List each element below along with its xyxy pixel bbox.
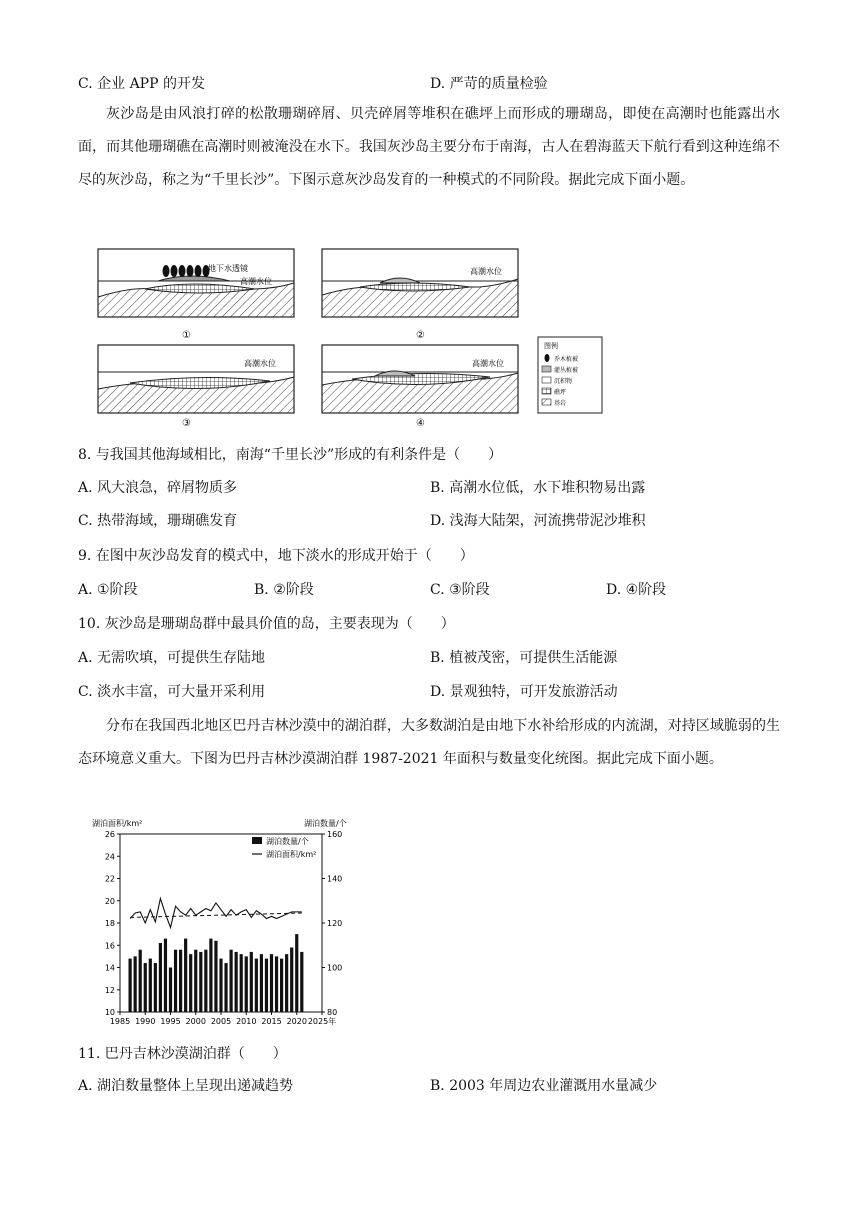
count-bar [235, 952, 238, 1012]
x-tick-label: 1985 [109, 1017, 131, 1026]
left-axis-label: 湖泊面积/km² [92, 819, 143, 828]
q9-option-a: A. ①阶段 [78, 582, 138, 598]
count-bar [159, 943, 162, 1012]
count-bar [290, 947, 293, 1012]
count-bar [230, 950, 233, 1012]
left-tick-label: 20 [104, 896, 115, 906]
panel-4-tide-label: 高潮水位 [472, 359, 504, 368]
count-bar [280, 959, 283, 1012]
passage-coral-island: 灰沙岛是由风浪打碎的松散珊瑚碎屑、贝壳碎屑等堆积在礁坪上而形成的珊瑚岛，即使在高潮时也能露出水面，而其他珊瑚礁在高潮时则被淹没在水下。我国灰沙岛主要分布于南海，古人在碧海蓝天下航行看到这种连绵不尽的灰沙岛，称之为“千里长沙”。下图示意灰沙岛发育的一种模式的不同阶段。据此完成下面小题。 [78, 106, 780, 188]
count-bar [149, 959, 152, 1012]
count-bar [134, 956, 137, 1012]
count-bar [199, 952, 202, 1012]
q8-option-d: D. 浅海大陆架，河流携带泥沙堆积 [430, 513, 646, 529]
x-tick-label: 2000 [185, 1017, 206, 1026]
right-tick-label: 160 [327, 830, 343, 839]
count-bar [250, 952, 253, 1012]
q8-stem: 8. 与我国其他海域相比，南海“千里长沙”形成的有利条件是（ ） [78, 447, 503, 463]
count-bar [214, 941, 217, 1012]
legend-title: 图例 [544, 342, 558, 350]
panel-stage-3 [98, 345, 294, 427]
q8-option-a: A. 风大浪急，碎屑物质多 [78, 480, 238, 496]
passage-badain-jaran: 分布在我国西北地区巴丹吉林沙漠中的湖泊群，大多数湖泊是由地下水补给形成的内流湖，对持区域脆弱的生态环境意义重大。下图为巴丹吉林沙漠湖泊群 1987-2021 年面积与数量变化统图。据此完成下面小题。 [78, 718, 780, 767]
q10-option-c: C. 淡水丰富，可大量开采利用 [78, 684, 266, 700]
count-bar [219, 959, 222, 1012]
q8-option-b: B. 高潮水位低，水下堆积物易出露 [430, 480, 646, 496]
reef-flat-legend-icon [542, 388, 551, 394]
x-tick-label: 2005 [210, 1017, 232, 1026]
island-development-figure [90, 245, 610, 427]
count-bar [169, 968, 172, 1013]
count-bar [270, 954, 273, 1012]
panel-1-lens-label: 地下水透镜 [208, 264, 248, 273]
q9-option-b: B. ②阶段 [254, 582, 314, 598]
x-tick-label: 2020 [286, 1017, 307, 1026]
count-bar [139, 950, 142, 1012]
q10-stem: 10. 灰沙岛是珊瑚岛群中最具价值的岛，主要表现为（ ） [78, 616, 455, 632]
count-bar [245, 956, 248, 1012]
count-bar [295, 934, 298, 1012]
panel-3-label: ③ [182, 418, 191, 427]
shrub-legend-icon [542, 366, 551, 372]
right-tick-label: 100 [327, 963, 343, 973]
bedrock-legend-icon [542, 399, 551, 405]
panel-1-label: ① [182, 330, 191, 341]
count-bar [224, 963, 227, 1012]
legend-item-reef-flat: 礁坪 [554, 389, 567, 396]
q11-stem: 11. 巴丹吉林沙漠湖泊群（ ） [78, 1046, 287, 1062]
count-bar [260, 954, 263, 1012]
area-line [130, 899, 302, 928]
x-tick-label: 1995 [160, 1017, 181, 1026]
q10-option-d: D. 景观独特，可开发旅游活动 [430, 684, 618, 700]
legend-area: 湖泊面积/km² [266, 850, 317, 859]
panel-stage-4 [322, 345, 518, 427]
count-bar [174, 950, 177, 1012]
count-bar [255, 959, 258, 1012]
q9-option-d: D. ④阶段 [606, 582, 667, 598]
x-tick-label: 2010 [236, 1017, 257, 1026]
q7-option-c: C. 企业 APP 的开发 [78, 76, 205, 92]
count-bar [300, 952, 303, 1012]
left-tick-label: 24 [104, 852, 115, 862]
legend-bar-swatch [252, 837, 262, 844]
figure-legend [538, 337, 602, 413]
legend-count: 湖泊数量/个 [266, 837, 309, 846]
count-bar [164, 939, 167, 1012]
q11-option-b: B. 2003 年周边农业灌溉用水量减少 [430, 1078, 658, 1094]
legend-item-bedrock: 基岩 [554, 400, 567, 407]
count-bar [209, 939, 212, 1012]
count-bar [285, 954, 288, 1012]
x-tick-label: 2015 [261, 1017, 282, 1026]
panel-4-label: ④ [416, 418, 425, 427]
q8-option-c: C. 热带海域，珊瑚礁发育 [78, 513, 238, 529]
count-bar [189, 954, 192, 1012]
panel-stage-2 [322, 249, 518, 341]
legend-item-shrubs: 灌丛植被 [554, 367, 579, 374]
left-tick-label: 12 [104, 985, 115, 995]
panel-2-label: ② [416, 330, 425, 341]
x-tick-label: 2025年 [307, 1017, 337, 1026]
right-tick-label: 80 [327, 1008, 338, 1017]
panel-3-tide-label: 高潮水位 [244, 359, 276, 368]
panel-1-tide-label: 高潮水位 [240, 277, 272, 286]
q9-option-c: C. ③阶段 [430, 582, 490, 598]
lake-chart [90, 814, 362, 1032]
left-tick-label: 26 [104, 830, 115, 839]
panel-2-tide-label: 高潮水位 [470, 267, 502, 276]
count-bar [129, 959, 132, 1012]
right-axis-label: 湖泊数量/个 [304, 819, 347, 828]
left-tick-label: 22 [104, 874, 115, 884]
count-bar [194, 950, 197, 1012]
count-bar [204, 950, 207, 1012]
count-bar [265, 959, 268, 1012]
left-tick-label: 18 [104, 919, 115, 928]
right-tick-label: 140 [327, 874, 343, 884]
tree-legend-icon [545, 354, 550, 362]
count-bar [179, 950, 182, 1012]
count-bar [240, 954, 243, 1012]
legend-item-trees: 乔木植被 [554, 356, 579, 363]
left-tick-label: 10 [104, 1008, 115, 1017]
left-tick-label: 14 [104, 963, 115, 973]
left-tick-label: 16 [104, 941, 115, 951]
count-bar [275, 956, 278, 1012]
panel-stage-1 [98, 249, 294, 341]
q10-option-a: A. 无需吹填，可提供生存陆地 [78, 650, 266, 666]
right-tick-label: 120 [327, 919, 343, 928]
q9-stem: 9. 在图中灰沙岛发育的模式中，地下淡水的形成开始于（ ） [78, 548, 474, 564]
count-bar [144, 963, 147, 1012]
sediment-legend-icon [542, 377, 551, 383]
count-bar [184, 939, 187, 1012]
q10-option-b: B. 植被茂密，可提供生活能源 [430, 650, 618, 666]
x-tick-label: 1990 [135, 1017, 156, 1026]
chart-legend [252, 836, 316, 859]
q11-option-a: A. 湖泊数量整体上呈现出递减趋势 [78, 1078, 294, 1094]
area-trend-line [130, 913, 302, 917]
q7-option-d: D. 严苛的质量检验 [430, 76, 548, 92]
count-bar [154, 963, 157, 1012]
legend-item-sediment: 沉积物 [554, 378, 573, 385]
